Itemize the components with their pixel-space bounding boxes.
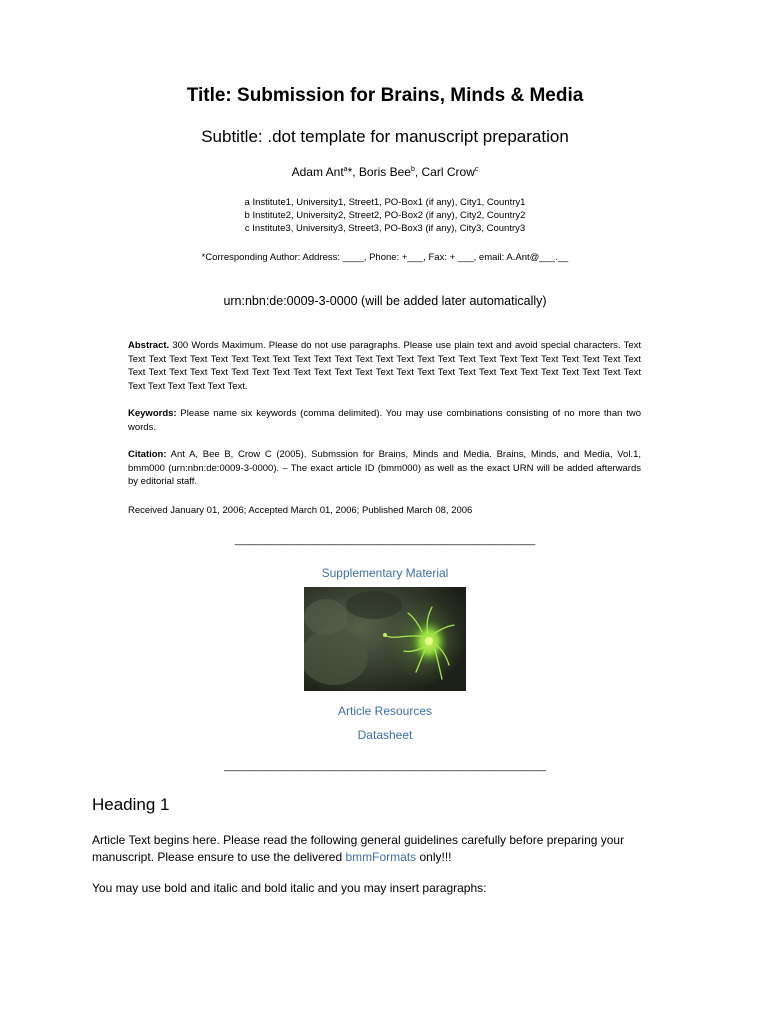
abstract-label: Abstract. xyxy=(128,340,170,351)
article-paragraph: You may use bold and italic and bold italic and you may insert paragraphs: xyxy=(92,881,487,895)
citation xyxy=(128,448,641,489)
urn-identifier: urn:nbn:de:0009-3-0000 (will be added later automatically) xyxy=(223,294,547,308)
author-affiliation-mark: b xyxy=(410,166,415,173)
author-separator: *, xyxy=(347,165,359,179)
datasheet-section xyxy=(0,726,770,744)
supplementary-figure-image[interactable] xyxy=(304,587,466,691)
bmm-formats-link[interactable]: bmmFormats xyxy=(345,850,417,864)
paragraph-text: Article Text begins here. Please read the following general guidelines carefully before preparing your manuscript. Please ensure to use the delivered xyxy=(92,833,625,864)
author-list xyxy=(0,165,770,179)
keywords-label: Keywords: xyxy=(128,408,177,419)
paper-title: Title: Submission for Brains, Minds & Media xyxy=(186,85,584,106)
supplementary-material-link[interactable]: Supplementary Material xyxy=(321,566,449,580)
section-heading: Heading 1 xyxy=(92,795,170,814)
citation-label: Citation: xyxy=(128,449,167,460)
affiliation-line: c Institute3, University3, Street3, PO-Box3 (if any), City3, Country3 xyxy=(244,223,526,234)
article-paragraph xyxy=(92,832,684,866)
supplementary-section xyxy=(0,564,770,582)
received-dates: Received January 01, 2006; Accepted March 01, 2006; Published March 08, 2006 xyxy=(128,505,473,516)
paper-subtitle: Subtitle: .dot template for manuscript preparation xyxy=(201,127,569,146)
corresponding-author: *Corresponding Author: Address: ____, Phone: +___, Fax: + ___, email: A.Ant@___.__ xyxy=(201,252,569,263)
abstract-text: 300 Words Maximum. Please do not use paragraphs. Please use plain text and avoid special characters. Text Text Text Text Text Text Text Text Text Text Text Text Text Text Text Text Text Text Text Text Text Text Text Text Text Text Text Text Text Text Text Text Text Text Text Text Text Text Text Text Text Text Text Text Text Text Text Text Text Text Text Text Text Text Text Text Text. xyxy=(128,340,641,393)
article-resources-section xyxy=(0,702,770,720)
author-name: Carl Crow xyxy=(421,165,475,179)
author-name: Boris Bee xyxy=(358,165,411,179)
affiliation-line: a Institute1, University1, Street1, PO-Box1 (if any), City1, Country1 xyxy=(244,197,526,208)
affiliations xyxy=(0,196,770,235)
author-affiliation-mark: c xyxy=(474,166,479,173)
datasheet-link[interactable]: Datasheet xyxy=(357,728,413,742)
separator-rule: ____________________________________________________________ xyxy=(224,761,546,772)
citation-text: Ant A, Bee B, Crow C (2005). Submssion for Brains, Minds and Media. Brains, Minds, and Media, Vol.1, bmm000 (urn:nbn:de:0009-3-0000). – The exact article ID (bmm000) as well as the exact URN will be added afterwards by editorial staff. xyxy=(128,449,641,488)
keywords-text: Please name six keywords (comma delimited). You may use combinations consisting of no more than two words. xyxy=(128,408,641,433)
author-affiliation-mark: a xyxy=(343,166,348,173)
abstract xyxy=(128,339,641,394)
author-name: Adam Ant xyxy=(291,165,344,179)
author-separator: , xyxy=(414,165,422,179)
article-resources-link[interactable]: Article Resources xyxy=(337,704,433,718)
fluorescence-micrograph xyxy=(304,587,466,691)
paragraph-text: only!!! xyxy=(416,850,452,864)
keywords xyxy=(128,407,641,434)
affiliation-line: b Institute2, University2, Street2, PO-Box2 (if any), City2, Country2 xyxy=(244,210,526,221)
separator-rule: ________________________________________________________ xyxy=(234,535,536,546)
